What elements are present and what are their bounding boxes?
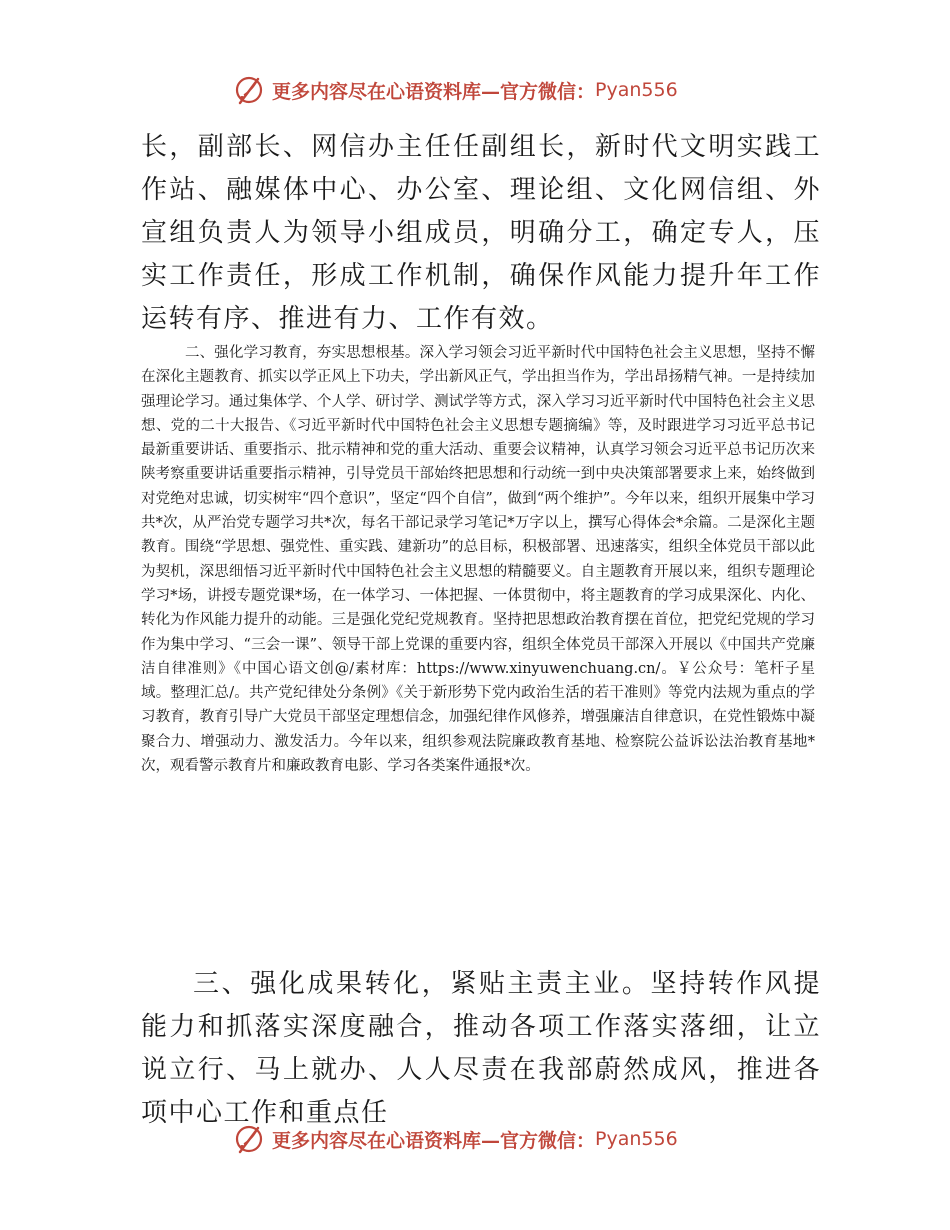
paragraph-section-three: 三、强化成果转化，紧贴主责主业。坚持转作风提能力和抓落实深度融合，推动各项工作落实落细，让立说立行、马上就办、人人尽责在我部蔚然成风，推进各项中心工作和重点任 <box>141 969 821 1128</box>
banner-handle: Pyan556 <box>595 1128 678 1150</box>
header-watermark-banner <box>232 72 678 108</box>
banner-text: 更多内容尽在心语资料库—官方微信： <box>272 1129 596 1152</box>
banner-handle: Pyan556 <box>595 79 678 101</box>
quill-logo-icon <box>232 1122 266 1156</box>
quill-logo-icon <box>232 73 266 107</box>
banner-text: 更多内容尽在心语资料库—官方微信： <box>272 80 596 103</box>
paragraph-section-two: 二、强化学习教育，夯实思想根基。深入学习领会习近平新时代中国特色社会主义思想，坚持不懈在深化主题教育、抓实以学正风上下功夫，学出新风正气，学出担当作为，学出昂扬精气神。一是持续加强理论学习。通过集体学、个人学、研讨学、测试学等方式，深入学习习近平新时代中国特色社会主义思想、党的二十大报告、《习近平新时代中国特色社会主义思想专题摘编》等，及时跟进学习习近平总书记最新重要讲话、重要指示、批示精神和党的重大活动、重要会议精神，认真学习领会习近平总书记历次来陕考察重要讲话重要指示精神，引导党员干部始终把思想和行动统一到中央决策部署要求上来，始终做到对党绝对忠诚，切实树牢“四个意识”，坚定“四个自信”，做到“两个维护”。今年以来，组织开展集中学习共*次，从严治党专题学习共*次，每名干部记录学习笔记*万字以上，撰写心得体会*余篇。二是深化主题教育。围绕“学思想、强党性、重实践、建新功”的总目标，积极部署、迅速落实，组织全体党员干部以此为契机，深思细悟习近平新时代中国特色社会主义思想的精髓要义。自主题教育开展以来，组织专题理论学习*场，讲授专题党课*场，在一体学习、一体把握、一体贯彻中，将主题教育的学习成果深化、内化、转化为作风能力提升的动能。三是强化党纪党规教育。坚持把思想政治教育摆在首位，把党纪党规的学习作为集中学习、“三会一课”、领导干部上党课的重要内容，组织全体党员干部深入开展以《中国共产党廉洁自律准则》《中国心语文创@/素材库：https://www.xinyuwenchuang.cn/。￥公众号：笔杆子星域。整理汇总/。共产党纪律处分条例》《关于新形势下党内政治生活的若干准则》等党内法规为重点的学习教育，教育引导广大党员干部坚定理想信念，加强纪律作风修养，增强廉洁自律意识，在党性锻炼中凝聚合力、增强动力、激发活力。今年以来，组织参观法院廉政教育基地、检察院公益诉讼法治教育基地*次，观看警示教育片和廉政教育电影、学习各类案件通报*次。 <box>141 345 815 775</box>
footer-watermark-banner <box>232 1121 678 1157</box>
paragraph-continued: 长，副部长、网信办主任任副组长，新时代文明实践工作站、融媒体中心、办公室、理论组、文化网信组、外宣组负责人为领导小组成员，明确分工，确定专人，压实工作责任，形成工作机制，确保作风能力提升年工作运转有序、推进有力、工作有效。 <box>141 132 821 334</box>
